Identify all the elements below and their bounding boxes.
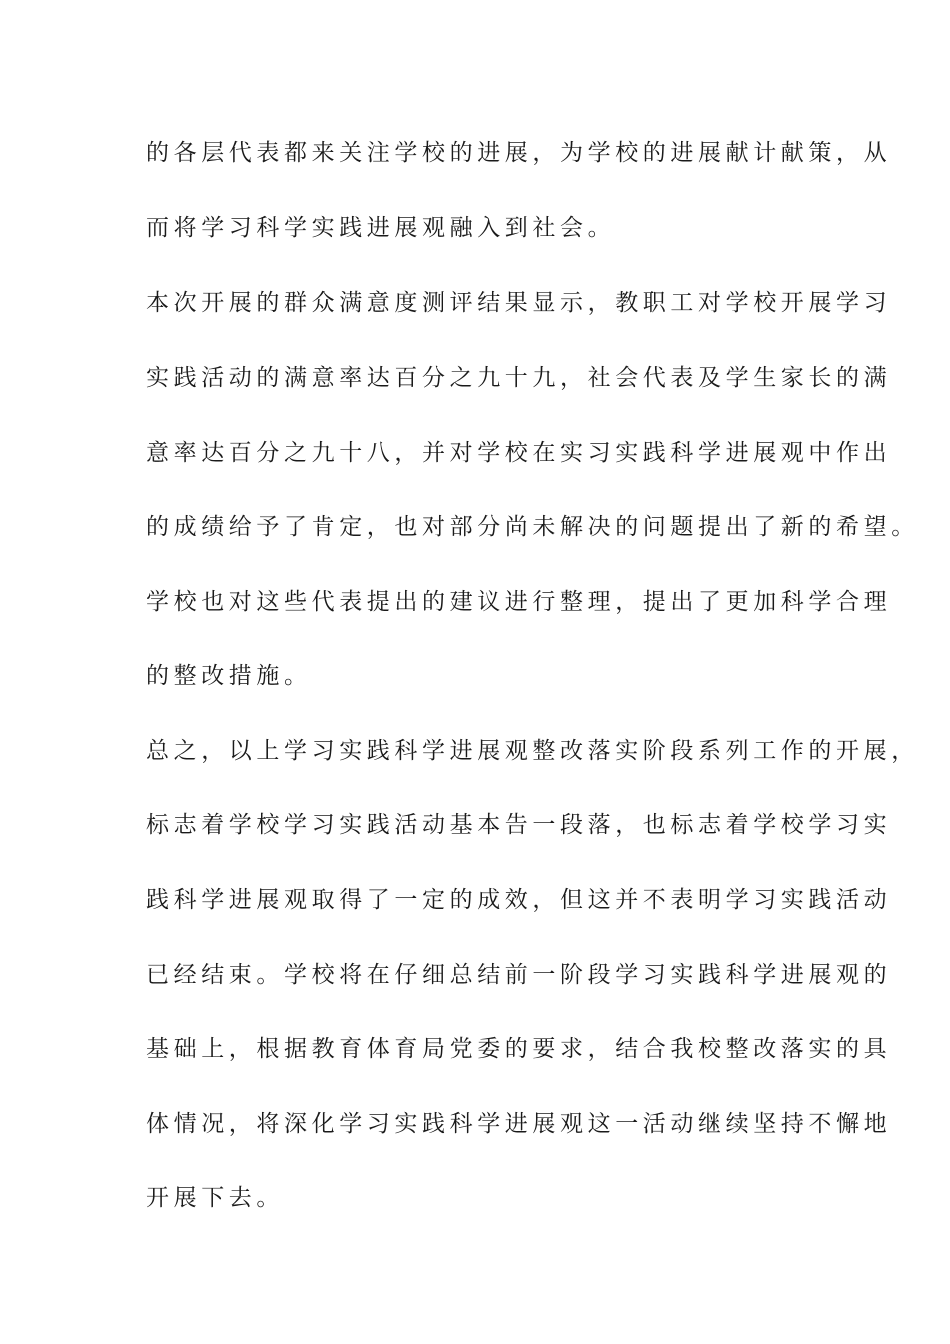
text-line: 体情况，将深化学习实践科学进展观这一活动继续坚持不懈地: [146, 1111, 892, 1137]
text-line: 的整改措施。: [146, 663, 312, 689]
text-line: 基础上，根据教育体育局党委的要求，结合我校整改落实的具: [146, 1036, 892, 1062]
text-line: 的成绩给予了肯定，也对部分尚未解决的问题提出了新的希望。: [146, 514, 919, 540]
text-line: 开展下去。: [146, 1185, 284, 1211]
text-line: 的各层代表都来关注学校的进展，为学校的进展献计献策，从: [146, 140, 892, 166]
text-line: 学校也对这些代表提出的建议进行整理，提出了更加科学合理: [146, 589, 892, 615]
text-line: 本次开展的群众满意度测评结果显示，教职工对学校开展学习: [146, 290, 892, 316]
text-line: 践科学进展观取得了一定的成效，但这并不表明学习实践活动: [146, 887, 892, 913]
text-line: 标志着学校学习实践活动基本告一段落，也标志着学校学习实: [146, 812, 892, 838]
text-line: 已经结束。学校将在仔细总结前一阶段学习实践科学进展观的: [146, 962, 892, 988]
text-line: 实践活动的满意率达百分之九十九，社会代表及学生家长的满: [146, 365, 892, 391]
text-line: 意率达百分之九十八，并对学校在实习实践科学进展观中作出: [146, 440, 892, 466]
text-line: 而将学习科学实践进展观融入到社会。: [146, 215, 616, 241]
text-line: 总之，以上学习实践科学进展观整改落实阶段系列工作的开展，: [146, 738, 919, 764]
